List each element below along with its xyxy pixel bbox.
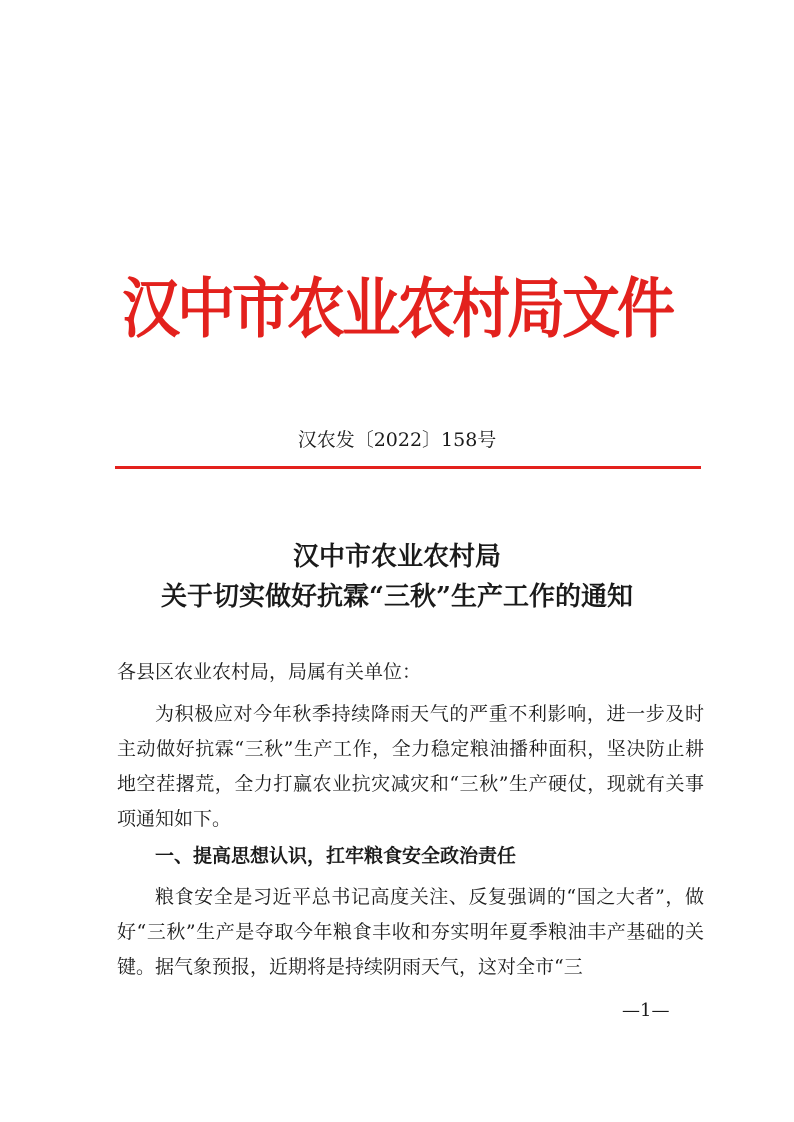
document-title [0,537,794,617]
red-separator-line [115,466,701,469]
page-number: —1— [622,1000,670,1021]
document-number: 汉农发〔2022〕158号 [297,429,497,451]
issuer-header-title: 汉中市农业农村局文件 [121,270,672,347]
paragraph-section-1: 粮食安全是习近平总书记高度关注、反复强调的“国之大者”，做好“三秋”生产是夺取今年粮食丰收和夯实明年夏季粮油丰产基础的关键。据气象预报，近期将是持续阴雨天气，这对全市“三 [117,886,704,978]
title-line-2: 关于切实做好抗霖“三秋”生产工作的通知 [161,582,633,612]
section-heading-1: 一、提高思想认识，扛牢粮食安全政治责任 [155,845,517,867]
paragraph-intro: 为积极应对今年秋季持续降雨天气的严重不利影响，进一步及时主动做好抗霖“三秋”生产工作，全力稳定粮油播种面积，坚决防止耕地空茬撂荒，全力打赢农业抗灾减灾和“三秋”生产硬仗，现就有关事项通知如下。 [117,703,704,830]
title-line-1: 汉中市农业农村局 [292,542,501,572]
salutation: 各县区农业农村局，局属有关单位： [117,661,422,683]
